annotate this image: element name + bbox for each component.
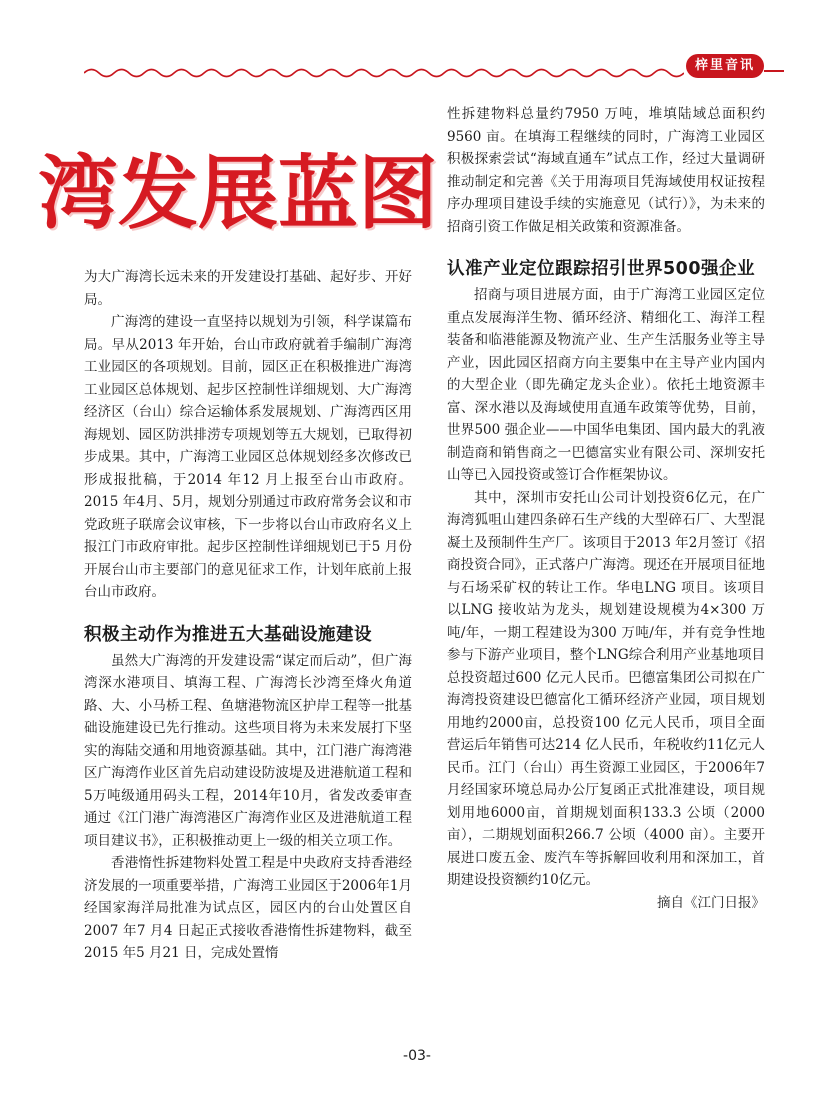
badge-divider — [764, 70, 784, 72]
paragraph: 广海湾的建设一直坚持以规划为引领，科学谋篇布局。早从2013 年开始，台山市政府就着手编制广海湾工业园区的各项规划。目前，园区正在积极推进广海湾工业园区总体规划、起步区控制性详细规划、大广海湾经济区（台山）综合运输体系发展规划、广海湾西区用海规划、园区防洪排涝专项规划等五大规划，已取得初步成果。其中，广海湾工业园区总体规划经多次修改已形成报批稿，于2014 年12 月上报至台山市政府。2015 年4月、5月，规划分别通过市政府常务会议和市党政班子联席会议审核，下一步将以台山市政府名义上报江门市政府审批。起步区控制性详细规划已于5 月份开展台山市主要部门的意见征求工作，计划年底前上报台山市政府。 — [84, 314, 412, 600]
paragraph: 其中，深圳市安托山公司计划投资6亿元，在广海湾狐咀山建四条碎石生产线的大型碎石厂、大型混凝土及预制件生产厂。该项目于2013 年2月签订《招商投资合同》，正式落户广海湾。现还在开展项目征地与石场采矿权的转让工作。华电LNG 项目。该项目以LNG 接收站为龙头，规划建设规模为4×300 万吨/年，一期工程建设为300 万吨/年，并有竞争性地参与下游产业项目，整个LNG综合利用产业基地项目总投资超过600 亿元人民币。巴德富集团公司拟在广海湾投资建设巴德富化工循环经济产业园，项目规划用地约2000亩，总投资100 亿元人民币，项目全面营运后年销售可达214 亿人民币，年税收约11亿元人民币。江门（台山）再生资源工业园区，于2006年7月经国家环境总局办公厅复函正式批准建设，项目规划用地6000亩，首期规划面积133.3 公顷（2000亩），二期规划面积266.7 公顷（4000 亩）。主要开展进口废五金、废汽车等拆解回收利用和深加工，首期建设投资额约10亿元。 — [447, 489, 765, 888]
paragraph: 招商与项目进展方面，由于广海湾工业园区定位重点发展海洋生物、循环经济、精细化工、海洋工程装备和临港能源及物流产业、生产生活服务业等主导产业，因此园区招商方向主要集中在主导产业内国内的大型企业（即先确定龙头企业）。依托土地资源丰富、深水港以及海域使用直通车政策等优势，目前，世界500 强企业——中国华电集团、国内最大的乳液制造商和销售商之一巴德富实业有限公司、深圳安托山等已入园投资或签订合作框架协议。 — [447, 287, 765, 483]
paragraph: 为大广海湾长远未来的开发建设打基础、起好步、开好局。 — [84, 269, 412, 308]
section-heading: 认准产业定位跟踪招引世界500强企业 — [447, 259, 756, 279]
section-heading: 积极主动作为推进五大基础设施建设 — [84, 624, 372, 645]
page-title: 湾发展蓝图 — [38, 146, 438, 240]
paragraph: 香港惰性拆建物料处置工程是中央政府支持香港经济发展的一项重要举措，广海湾工业园区于2006年1月经国家海洋局批准为试点区，园区内的台山处置区自2007 年7 月4 日起正式接收香港惰性拆建物料，截至2015 年5 月21 日，完成处置惰 — [84, 855, 412, 961]
right-column — [447, 103, 765, 914]
paragraph: 虽然大广海湾的开发建设需“谋定而后动”，但广海湾深水港项目、填海工程、广海湾长沙湾至烽火角道路、大、小马桥工程、鱼塘港物流区护岸工程等一批基础设施建设已先行推动。这些项目将为未来发展打下坚实的海陆交通和用地资源基础。其中，江门港广海湾港区广海湾作业区首先启动建设防波堤及进港航道工程和5万吨级通用码头工程，2014年10月，省发改委审查通过《江门港广海湾港区广海湾作业区及进港航道工程项目建议书》，正积极推动更上一级的相关立项工作。 — [84, 652, 412, 849]
source-credit: 摘自《江门日报》 — [657, 894, 765, 911]
spacer — [84, 604, 412, 620]
spacer — [447, 238, 765, 254]
section-badge: 梓里音讯 — [686, 54, 764, 78]
paragraph: 性拆建物料总量约7950 万吨，堆填陆域总面积约9560 亩。在填海工程继续的同时，广海湾工业园区积极探索尝试“海域直通车”试点工作，经过大量调研推动制定和完善《关于用海项目凭海域使用权证按程序办理项目建设手续的实施意见（试行）》，为未来的招商引资工作做足相关政策和资源准备。 — [447, 106, 765, 235]
header-wave-line — [84, 66, 684, 80]
page-number: -03- — [403, 1048, 431, 1064]
left-column — [84, 266, 412, 965]
